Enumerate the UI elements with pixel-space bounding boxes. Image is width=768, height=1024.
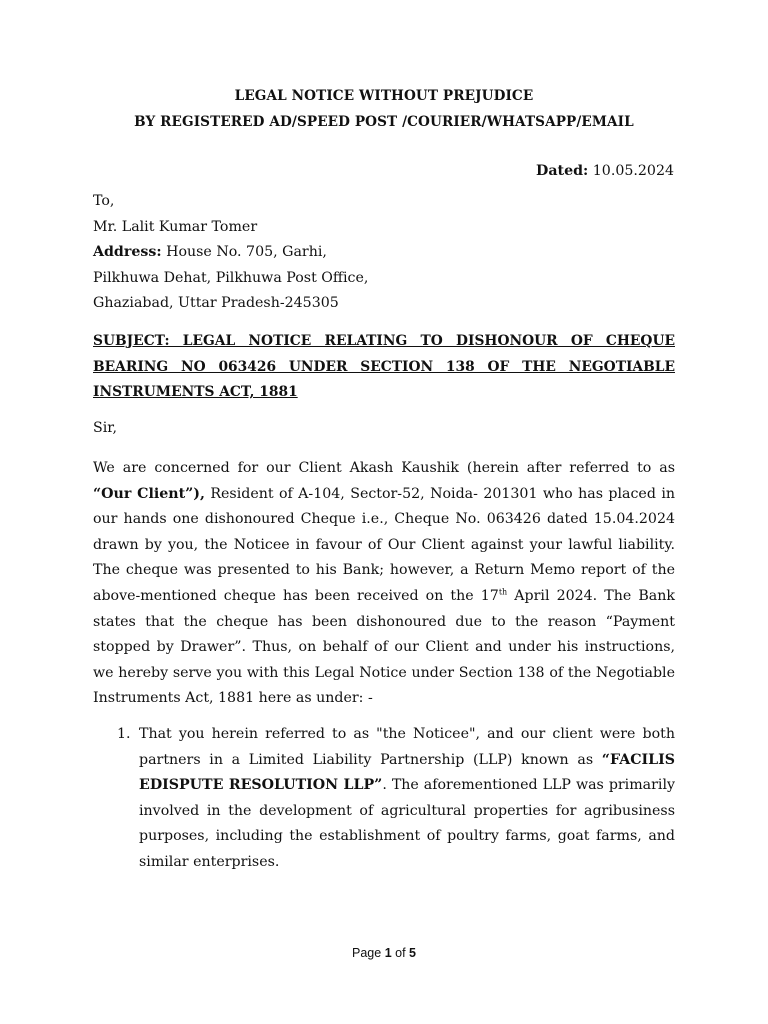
address-label: Address: <box>93 244 162 261</box>
body-text-b: Resident of A-104, Sector-52, Noida- 201301 who has placed in our hands one dishonoured Cheque i.e., Cheque No. 063426 dated 15.04.2024 drawn by you, the Noticee in favour of Our Client against your lawful liability. The cheque was presented to his Bank; however, a Return Memo report of the above-mentioned cheque has been received on the 17 <box>93 485 675 604</box>
body-text-c: April 2024. The Bank states that the cheque has been dishonoured due to the reason “Payment stopped by Drawer”. Thus, on behalf of our Client and under his instructions, we hereby serve you with this Legal Notice under Section 138 of the Negotiable Instruments Act, 1881 here as under: - <box>93 587 675 707</box>
ordinal-suffix: th <box>498 587 508 597</box>
page-footer <box>0 946 768 960</box>
delivery-mode: BY REGISTERED AD/SPEED POST /COURIER/WHATSAPP/EMAIL <box>134 114 634 130</box>
list-item <box>117 722 675 876</box>
salutation: Sir, <box>93 420 117 436</box>
list-item-text <box>139 722 675 876</box>
item-text-a: That you herein referred to as "the Noticee", and our client were both partners in a Limited Liability Partnership (LLP) known as <box>139 726 675 768</box>
of-word: of <box>395 946 406 960</box>
date-value: 10.05.2024 <box>592 163 674 179</box>
recipient-name: Mr. Lalit Kumar Tomer <box>93 218 258 235</box>
list-item-number: 1. <box>117 726 131 742</box>
page-word: Page <box>352 946 382 960</box>
page-total: 5 <box>409 946 416 960</box>
date-label: Dated: <box>536 163 589 179</box>
date-line <box>536 163 674 179</box>
body-client-term: “Our Client”), <box>93 485 205 502</box>
address-line-2: Pilkhuwa Dehat, Pilkhuwa Post Office, <box>93 269 369 286</box>
llp-name: “FACILIS EDISPUTE RESOLUTION LLP” <box>139 751 675 794</box>
notice-title: LEGAL NOTICE WITHOUT PREJUDICE <box>234 88 534 104</box>
address-line-3: Ghaziabad, Uttar Pradesh-245305 <box>93 295 339 312</box>
subject-line: SUBJECT: LEGAL NOTICE RELATING TO DISHONOUR OF CHEQUE BEARING NO 063426 UNDER SECTION 138 OF THE NEGOTIABLE INSTRUMENTS ACT, 1881 <box>93 333 675 401</box>
item-text-b: . The aforementioned LLP was primarily involved in the development of agricultural properties for agribusiness purposes, including the establishment of poultry farms, goat farms, and similar enterprises. <box>139 777 676 870</box>
recipient-block <box>93 189 368 317</box>
to-line: To, <box>93 193 115 209</box>
address-text-1: House No. 705, Garhi, <box>166 244 327 261</box>
body-text-a: We are concerned for our Client Akash Kaushik (herein after referred to as <box>93 460 675 476</box>
page-current: 1 <box>384 946 392 960</box>
body-paragraph <box>93 456 675 712</box>
address-line-1 <box>93 240 368 266</box>
